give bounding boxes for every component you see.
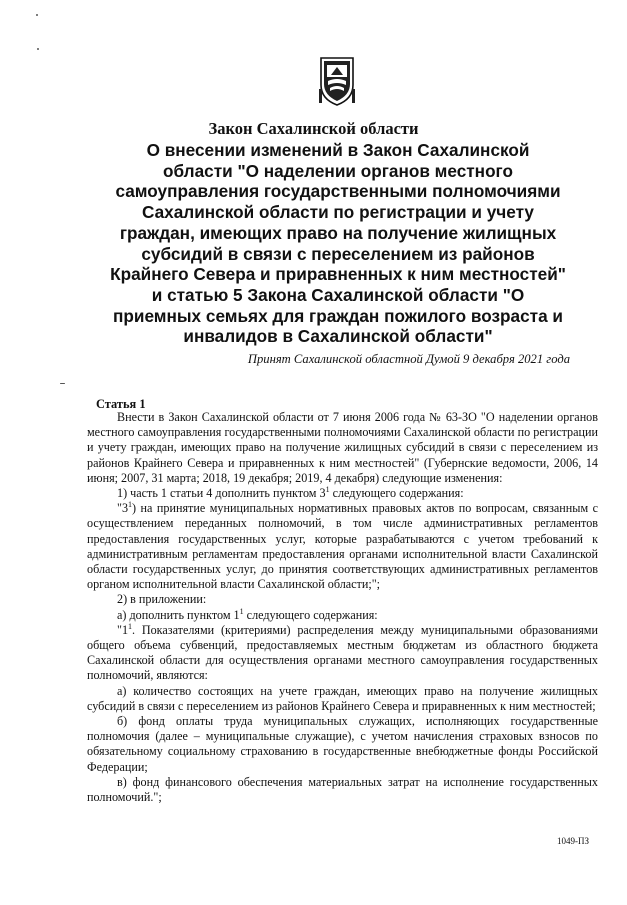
adoption-note: Принят Сахалинской областной Думой 9 декабря 2021 года bbox=[247, 352, 570, 366]
item-text: ) на принятие муниципальных нормативных правовых актов по вопросам, связанным с осуществлением переданных полномочий, в том числе административных регламентов предоставления государственных услуг, которые разрабатываются с учетом требований к административным регламентам предоставления органами исполнительной власти Сахалинской области государственных услуг, до принятия соответствующих административных регламентов органом исполнительной власти Сахалинской области;"; bbox=[87, 501, 598, 592]
criterion-b: б) фонд оплаты труда муниципальных служащих, исполняющих государственные полномочия (далее – муниципальные служащие), с учетом начисления страховых взносов по обязательному социальному страхованию в государственные внебюджетные фонды Российской Федерации; bbox=[87, 714, 598, 774]
law-title-line: и статью 5 Закона Сахалинской области "О bbox=[151, 284, 525, 305]
amendment-item-1-text bbox=[87, 501, 598, 592]
sakhalin-coat-of-arms-emblem bbox=[318, 55, 356, 107]
law-title-line: самоуправления государственными полномочиями bbox=[115, 181, 561, 202]
document-code: 1049-ПЗ bbox=[556, 836, 589, 846]
law-title-line: области "О наделении органов местного bbox=[163, 160, 513, 181]
amendment-item-1 bbox=[87, 486, 598, 501]
amendment-item-2: 2) в приложении: bbox=[117, 592, 207, 607]
scan-speck bbox=[36, 14, 38, 16]
item-text: "1 bbox=[117, 622, 129, 637]
law-title-line: Сахалинской области по регистрации и учету bbox=[142, 202, 534, 223]
item-text: "3 bbox=[117, 501, 129, 516]
item-text: а) дополнить пунктом 1 bbox=[117, 607, 240, 622]
article-body bbox=[87, 410, 598, 805]
law-type-heading: Закон Сахалинской области bbox=[208, 119, 419, 138]
law-title-line: Крайнего Севера и приравненных к ним местностей" bbox=[110, 264, 566, 285]
amendment-item-2a bbox=[87, 608, 598, 623]
item-text: . Показателями (критериями) распределения между муниципальными образованиями общего объема субвенций, предоставляемых местным бюджетам из областного бюджета Сахалинской области для осуществления органами местного самоуправления государственных полномочий, являются: bbox=[87, 622, 598, 683]
law-title-line: субсидий в связи с переселением из районов bbox=[141, 243, 535, 264]
amendment-item-2a-text bbox=[87, 623, 598, 684]
item-text: следующего содержания: bbox=[329, 486, 464, 501]
law-title-line: инвалидов в Сахалинской области" bbox=[183, 326, 493, 347]
superscript: 1 bbox=[128, 500, 133, 510]
superscript: 1 bbox=[128, 621, 133, 631]
scan-speck bbox=[37, 48, 39, 50]
scan-speck bbox=[60, 383, 65, 384]
item-text: следующего содержания: bbox=[243, 607, 378, 622]
law-title-line: приемных семьях для граждан пожилого возраста и bbox=[113, 305, 563, 326]
law-title bbox=[108, 140, 568, 347]
article-intro-paragraph: Внести в Закон Сахалинской области от 7 июня 2006 года № 63-ЗО "О наделении органов местного самоуправления государственными полномочиями Сахалинской области по регистрации и учету граждан, имеющих право на получение жилищных субсидий в связи с переселением из районов Крайнего Севера и приравненных к ним местностей" (Губернские ведомости, 2006, 14 июня; 2007, 31 марта; 2018, 19 декабря; 2019, 4 декабря) следующие изменения: bbox=[87, 410, 598, 485]
law-title-line: граждан, имеющих право на получение жилищных bbox=[119, 222, 557, 243]
law-title-line: О внесении изменений в Закон Сахалинской bbox=[146, 140, 530, 160]
criterion-a: а) количество состоящих на учете граждан, имеющих право на получение жилищных субсидий в связи с переселением из районов Крайнего Севера и приравненных к ним местностей; bbox=[87, 683, 598, 713]
criterion-v: в) фонд финансового обеспечения материальных затрат на исполнение государственных полномочий."; bbox=[87, 774, 598, 805]
superscript: 1 bbox=[325, 484, 330, 494]
item-text: 1) часть 1 статьи 4 дополнить пунктом 3 bbox=[117, 486, 326, 501]
superscript: 1 bbox=[239, 606, 244, 616]
article-heading: Статья 1 bbox=[96, 397, 146, 411]
